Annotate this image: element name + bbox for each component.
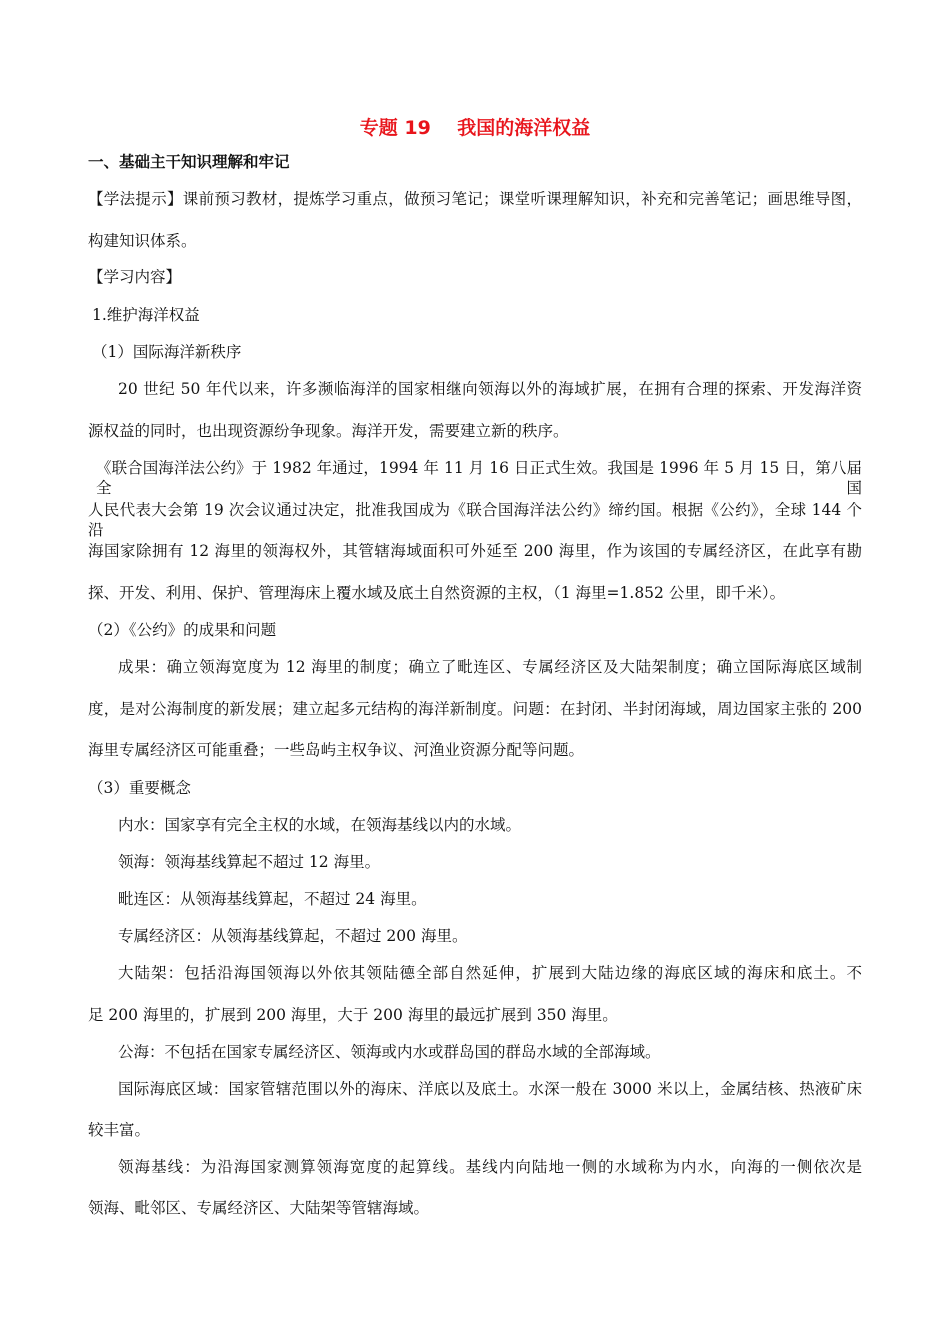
concept-shelf-line-2: 足 200 海里的，扩展到 200 海里，大于 200 海里的最远扩展到 350 海里。 — [88, 1006, 618, 1024]
concept-eez: 专属经济区：从领海基线算起，不超过 200 海里。 — [118, 927, 468, 945]
achievements-line-1: 成果：确立领海宽度为 12 海里的制度；确立了毗连区、专属经济区及大陆架制度；确立国际海底区域制 — [118, 658, 862, 676]
study-tip-line-1: 【学法提示】课前预习教材，提炼学习重点，做预习笔记；课堂听课理解知识，补充和完善笔记；画思维导图， — [88, 190, 862, 208]
concept-high-seas: 公海：不包括在国家专属经济区、领海或内水或群岛国的群岛水域的全部海域。 — [118, 1043, 661, 1061]
concept-seabed-line-2: 较丰富。 — [88, 1121, 151, 1139]
paragraph-2-line-2: 人民代表大会第 19 次会议通过决定，批准我国成为《联合国海洋法公约》缔约国。根据《公约》，全球 144 个沿 — [88, 501, 862, 539]
concept-baseline-line-2: 领海、毗邻区、专属经济区、大陆架等管辖海域。 — [88, 1199, 430, 1217]
topic-heading-1: 1.维护海洋权益 — [92, 306, 200, 324]
concept-inner-water: 内水：国家享有完全主权的水域，在领海基线以内的水域。 — [118, 816, 522, 834]
subsection-heading-1: （1）国际海洋新秩序 — [92, 343, 242, 361]
paragraph-2-line-1: 《联合国海洋法公约》于 1982 年通过，1994 年 11 月 16 日正式生效。我国是 1996 年 5 月 15 日，第八届全国 — [96, 459, 862, 497]
paragraph-2-line-3: 海国家除拥有 12 海里的领海权外，其管辖海域面积可外延至 200 海里，作为该国的专属经济区，在此享有勘 — [88, 542, 862, 560]
achievements-line-3: 海里专属经济区可能重叠；一些岛屿主权争议、河渔业资源分配等问题。 — [88, 741, 585, 759]
paragraph-2-line-4: 探、开发、利用、保护、管理海床上覆水域及底土自然资源的主权，（1 海里=1.852 公里，即千米）。 — [88, 584, 786, 602]
achievements-line-2: 度，是对公海制度的新发展；建立起多元结构的海洋新制度。问题：在封闭、半封闭海域，周边国家主张的 200 — [88, 700, 862, 718]
concept-territorial-sea: 领海：领海基线算起不超过 12 海里。 — [118, 853, 381, 871]
paragraph-1-line-2: 源权益的同时，也出现资源纷争现象。海洋开发，需要建立新的秩序。 — [88, 422, 569, 440]
study-tip-line-2: 构建知识体系。 — [88, 232, 197, 250]
page-title: 专题 19 我国的海洋权益 — [359, 117, 591, 139]
concept-baseline-line-1: 领海基线：为沿海国家测算领海宽度的起算线。基线内向陆地一侧的水域称为内水，向海的一侧依次是 — [118, 1158, 862, 1176]
concept-shelf-line-1: 大陆架：包括沿海国领海以外依其领陆德全部自然延伸，扩展到大陆边缘的海底区域的海床和底土。不 — [118, 964, 862, 982]
concept-contiguous-zone: 毗连区：从领海基线算起，不超过 24 海里。 — [118, 890, 427, 908]
study-content-label: 【学习内容】 — [88, 268, 182, 286]
subsection-heading-2: （2）《公约》的成果和问题 — [88, 621, 277, 639]
paragraph-1-line-1: 20 世纪 50 年代以来，许多濒临海洋的国家相继向领海以外的海域扩展，在拥有合理的探索、开发海洋资 — [118, 380, 862, 398]
subsection-heading-3: （3）重要概念 — [88, 779, 191, 797]
section-heading: 一、基础主干知识理解和牢记 — [88, 153, 290, 171]
concept-seabed-line-1: 国际海底区域：国家管辖范围以外的海床、洋底以及底土。水深一般在 3000 米以上，金属结核、热液矿床 — [118, 1080, 862, 1098]
